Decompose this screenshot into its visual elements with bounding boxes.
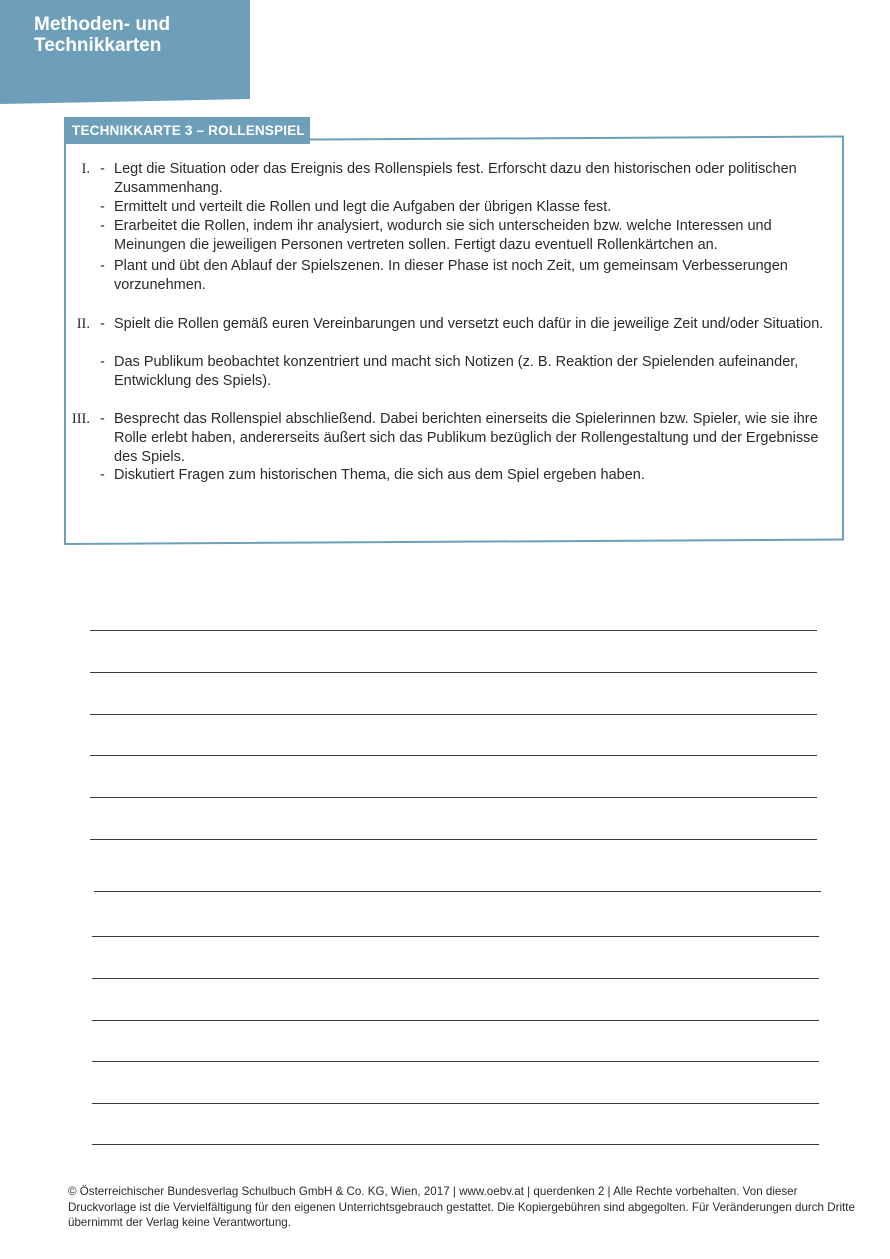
bullet-dash: - bbox=[100, 411, 105, 427]
bullet-dash: - bbox=[100, 161, 105, 177]
writing-line bbox=[92, 1144, 819, 1145]
copyright-notice: © Österreichischer Bundesverlag Schulbuch GmbH & Co. KG, Wien, 2017 | www.oebv.at | querdenken 2 | Alle Rechte vorbehalten. Von dieser Druckvorlage ist die Vervielfältigung für den eigenen Unterrichtsgebrauch gestattet. Die Kopiergebühren sind abgegolten. Für Veränderungen durch Dritte übernimmt der Verlag keine Verantwortung. bbox=[68, 1185, 855, 1229]
writing-line bbox=[90, 797, 817, 798]
page-title bbox=[34, 14, 170, 56]
bullet-dash: - bbox=[100, 258, 105, 274]
writing-line bbox=[92, 1061, 819, 1062]
section-numeral: II. bbox=[76, 316, 90, 332]
writing-line bbox=[90, 630, 817, 631]
writing-line bbox=[92, 936, 819, 937]
writing-line bbox=[90, 672, 817, 673]
section-item: Plant und übt den Ablauf der Spielszenen. In dieser Phase ist noch Zeit, um gemeinsam Verbesserungen vorzunehmen. bbox=[114, 258, 788, 293]
section-item: Spielt die Rollen gemäß euren Vereinbarungen und versetzt euch dafür in die jeweilige Zeit und/oder Situation. bbox=[114, 316, 824, 332]
writing-line bbox=[90, 755, 817, 756]
section-item: Ermittelt und verteilt die Rollen und legt die Aufgaben der übrigen Klasse fest. bbox=[114, 199, 612, 215]
section-item: Diskutiert Fragen zum historischen Thema, die sich aus dem Spiel ergeben haben. bbox=[114, 467, 645, 483]
bullet-dash: - bbox=[100, 316, 105, 332]
page-title-line-2: Technikkarten bbox=[34, 35, 162, 56]
writing-line bbox=[92, 1103, 819, 1104]
section-item: Das Publikum beobachtet konzentriert und macht sich Notizen (z. B. Reaktion der Spielenden aufeinander, Entwicklung des Spiels). bbox=[114, 354, 799, 389]
technique-card-label: TECHNIKKARTE 3 – ROLLENSPIEL bbox=[64, 117, 310, 144]
writing-line bbox=[94, 891, 821, 892]
bullet-dash: - bbox=[100, 467, 105, 483]
page-title-line-1: Methoden- und bbox=[34, 14, 171, 35]
writing-line bbox=[92, 1020, 819, 1021]
writing-line bbox=[92, 978, 819, 979]
section-item: Legt die Situation oder das Ereignis des Rollenspiels fest. Erforscht dazu den historischen oder politischen Zusammenhang. bbox=[114, 161, 797, 196]
bullet-dash: - bbox=[100, 354, 105, 370]
section-numeral: I. bbox=[81, 161, 90, 177]
bullet-dash: - bbox=[100, 199, 105, 215]
writing-line bbox=[90, 839, 817, 840]
section-item: Erarbeitet die Rollen, indem ihr analysiert, wodurch sie sich unterscheiden bzw. welche Interessen und Meinungen die jeweiligen Personen vertreten sollen. Fertigt dazu eventuell Rollenkärtchen an. bbox=[114, 218, 772, 253]
bullet-dash: - bbox=[100, 218, 105, 234]
section-numeral: III. bbox=[71, 411, 90, 427]
writing-line bbox=[90, 714, 817, 715]
section-item: Besprecht das Rollenspiel abschließend. Dabei berichten einerseits die Spielerinnen bzw. Spieler, wie sie ihre Rolle erlebt haben, andererseits äußert sich das Publikum bezüglich der Rollengestaltung und der Ergebnisse des Spiels. bbox=[114, 411, 819, 465]
